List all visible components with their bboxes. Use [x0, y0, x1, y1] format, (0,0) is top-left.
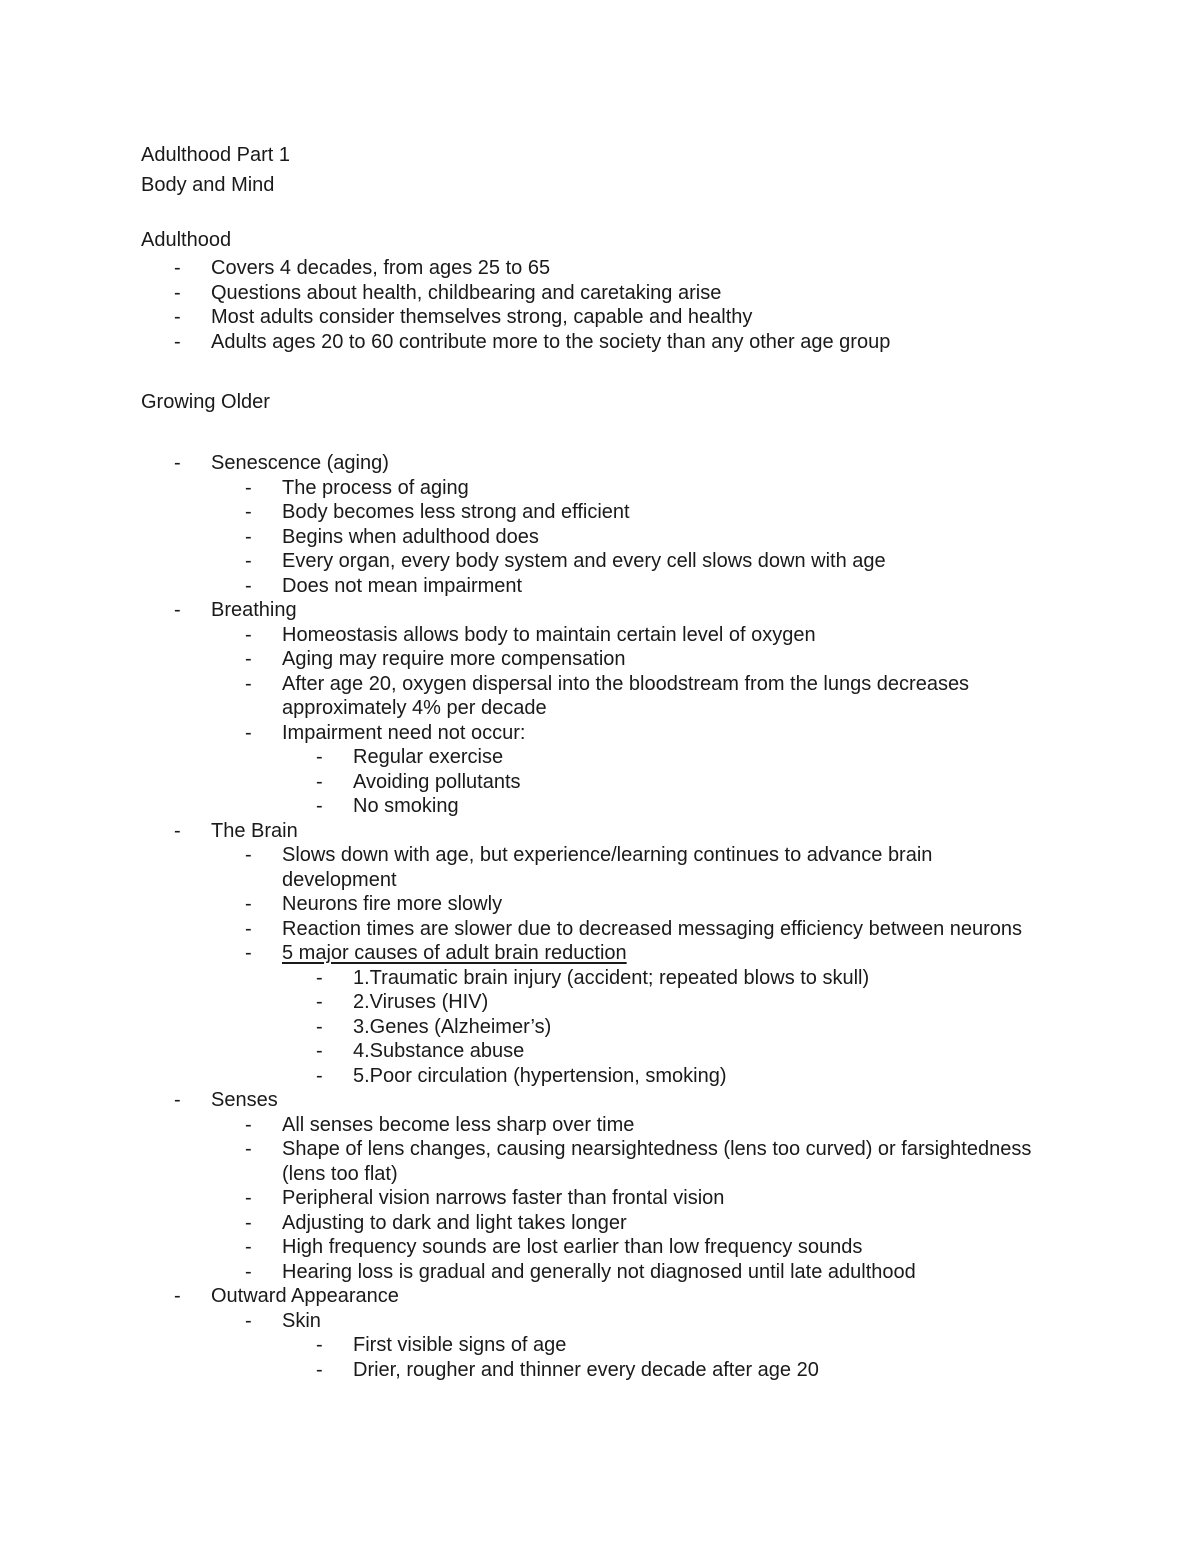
- list-item-text: Hearing loss is gradual and generally not diagnosed until late adulthood: [282, 1260, 916, 1283]
- bullet-dash: -: [245, 525, 252, 548]
- growing-older-list: [0, 451, 1200, 1382]
- bullet-dash: -: [245, 942, 252, 964]
- list-item-text: [282, 941, 1200, 966]
- list-item-text: 4.Substance abuse: [353, 1040, 525, 1062]
- list-item: [0, 574, 1200, 599]
- list-item: [0, 721, 1200, 746]
- list-item: [0, 305, 1200, 330]
- section-heading-growing-older: Growing Older: [141, 391, 270, 413]
- bullet-dash: -: [174, 452, 181, 474]
- list-item: [0, 1064, 1200, 1089]
- title-block: [141, 141, 290, 200]
- bullet-dash: -: [245, 476, 252, 499]
- bullet-dash: -: [245, 1113, 252, 1136]
- bullet-dash: -: [174, 330, 181, 353]
- bullet-dash: -: [245, 893, 252, 915]
- list-item: [0, 892, 1200, 917]
- list-item: [0, 941, 1200, 966]
- topic-label: Outward Appearance: [211, 1285, 399, 1307]
- list-item: [0, 917, 1200, 942]
- list-item-text: 2.Viruses (HIV): [353, 991, 489, 1013]
- list-item-text: After age 20, oxygen dispersal into the bloodstream from the lungs decreases approximately 4% per decade: [282, 672, 970, 719]
- list-item-text: Homeostasis allows body to maintain certain level of oxygen: [282, 623, 816, 646]
- list-item-text: Regular exercise: [353, 746, 504, 768]
- list-item: [0, 966, 1200, 991]
- list-item-text: Questions about health, childbearing and caretaking arise: [211, 281, 722, 304]
- bullet-dash: -: [316, 1358, 323, 1381]
- bullet-dash: -: [245, 672, 252, 695]
- list-item: [0, 1235, 1200, 1260]
- list-item-text: 3.Genes (Alzheimer’s): [353, 1015, 552, 1038]
- bullet-dash: -: [245, 844, 252, 866]
- list-item-text: Most adults consider themselves strong, capable and healthy: [211, 306, 753, 328]
- list-item-text: 5.Poor circulation (hypertension, smoking): [353, 1064, 727, 1087]
- bullet-dash: -: [174, 599, 181, 621]
- list-item: [0, 647, 1200, 672]
- list-item-text: All senses become less sharp over time: [282, 1113, 635, 1136]
- bullet-dash: -: [316, 795, 323, 817]
- bullet-dash: -: [245, 1187, 252, 1209]
- bullet-dash: -: [245, 917, 252, 940]
- list-item: [0, 1186, 1200, 1211]
- bullet-dash: -: [316, 770, 323, 793]
- list-item: [0, 1358, 1200, 1383]
- list-item-text: Avoiding pollutants: [353, 770, 521, 793]
- subtopic-label: Skin: [282, 1309, 321, 1332]
- list-item: [0, 794, 1200, 819]
- list-item: [0, 770, 1200, 795]
- list-item: [0, 1211, 1200, 1236]
- list-item: [0, 1039, 1200, 1064]
- bullet-dash: -: [245, 1236, 252, 1258]
- bullet-dash: -: [316, 1040, 323, 1062]
- list-item-text: First visible signs of age: [353, 1334, 567, 1356]
- document-title: Adulthood Part 1: [141, 144, 290, 166]
- list-item: [0, 745, 1200, 770]
- bullet-dash: -: [316, 746, 323, 768]
- list-item-text: Every organ, every body system and every cell slows down with age: [282, 550, 886, 572]
- list-item: [0, 256, 1200, 281]
- list-item-text: Peripheral vision narrows faster than frontal vision: [282, 1187, 725, 1209]
- list-item-text: The process of aging: [282, 476, 469, 499]
- list-item-text: Covers 4 decades, from ages 25 to 65: [211, 257, 551, 279]
- subtopic-skin: [0, 1309, 1200, 1334]
- bullet-dash: -: [245, 648, 252, 670]
- bullet-dash: -: [316, 991, 323, 1013]
- bullet-dash: -: [316, 966, 323, 989]
- bullet-dash: -: [245, 623, 252, 646]
- list-item: [0, 500, 1200, 525]
- bullet-dash: -: [245, 501, 252, 523]
- list-item-text: High frequency sounds are lost earlier than low frequency sounds: [282, 1236, 863, 1258]
- bullet-dash: -: [174, 819, 181, 842]
- list-item: [0, 843, 1200, 892]
- topic-outward-appearance: [0, 1284, 1200, 1309]
- bullet-dash: -: [245, 721, 252, 744]
- underlined-subheading: 5 major causes of adult brain reduction: [282, 942, 627, 964]
- list-item: [0, 672, 1200, 721]
- list-item: [0, 476, 1200, 501]
- list-item: [0, 1113, 1200, 1138]
- bullet-dash: -: [174, 1089, 181, 1111]
- topic-label: The Brain: [211, 819, 298, 842]
- list-item-text: Reaction times are slower due to decreased messaging efficiency between neurons: [282, 917, 1023, 940]
- list-item-text: Adjusting to dark and light takes longer: [282, 1211, 627, 1234]
- list-item-text: Neurons fire more slowly: [282, 893, 503, 915]
- bullet-dash: -: [174, 281, 181, 304]
- section-heading-adulthood: Adulthood: [141, 229, 232, 251]
- list-item-text: Slows down with age, but experience/learning continues to advance brain development: [282, 844, 933, 891]
- list-item: [0, 549, 1200, 574]
- bullet-dash: -: [245, 574, 252, 597]
- list-item: [0, 990, 1200, 1015]
- list-item-text: 1.Traumatic brain injury (accident; repeated blows to skull): [353, 966, 870, 989]
- list-item-text: No smoking: [353, 795, 459, 817]
- bullet-dash: -: [245, 1309, 252, 1332]
- topic-label: Breathing: [211, 599, 297, 621]
- list-item: [0, 1015, 1200, 1040]
- topic-label: Senses: [211, 1089, 278, 1111]
- list-item: [0, 1260, 1200, 1285]
- topic-brain: [0, 819, 1200, 844]
- bullet-dash: -: [316, 1334, 323, 1356]
- list-item-text: Impairment need not occur:: [282, 721, 526, 744]
- list-item-text: Begins when adulthood does: [282, 525, 539, 548]
- list-item: [0, 330, 1200, 355]
- bullet-dash: -: [174, 257, 181, 279]
- list-item: [0, 525, 1200, 550]
- list-item: [0, 1137, 1200, 1186]
- topic-breathing: [0, 598, 1200, 623]
- list-item: [0, 1333, 1200, 1358]
- bullet-dash: -: [174, 1285, 181, 1307]
- bullet-dash: -: [245, 1211, 252, 1234]
- bullet-dash: -: [316, 1015, 323, 1038]
- bullet-dash: -: [245, 1260, 252, 1283]
- adulthood-list: [0, 256, 1200, 354]
- topic-label: Senescence (aging): [211, 452, 389, 474]
- list-item-text: Aging may require more compensation: [282, 648, 626, 670]
- bullet-dash: -: [174, 306, 181, 328]
- bullet-dash: -: [245, 1138, 252, 1160]
- topic-senses: [0, 1088, 1200, 1113]
- list-item-text: Adults ages 20 to 60 contribute more to the society than any other age group: [211, 330, 891, 353]
- topic-senescence: [0, 451, 1200, 476]
- list-item: [0, 281, 1200, 306]
- list-item-text: Body becomes less strong and efficient: [282, 501, 630, 523]
- list-item-text: Drier, rougher and thinner every decade after age 20: [353, 1358, 819, 1381]
- list-item-text: Does not mean impairment: [282, 574, 523, 597]
- bullet-dash: -: [245, 550, 252, 572]
- list-item-text: Shape of lens changes, causing nearsightedness (lens too curved) or farsightedness (lens too flat): [282, 1138, 1032, 1185]
- list-item: [0, 623, 1200, 648]
- document-subtitle: Body and Mind: [141, 173, 275, 196]
- bullet-dash: -: [316, 1064, 323, 1087]
